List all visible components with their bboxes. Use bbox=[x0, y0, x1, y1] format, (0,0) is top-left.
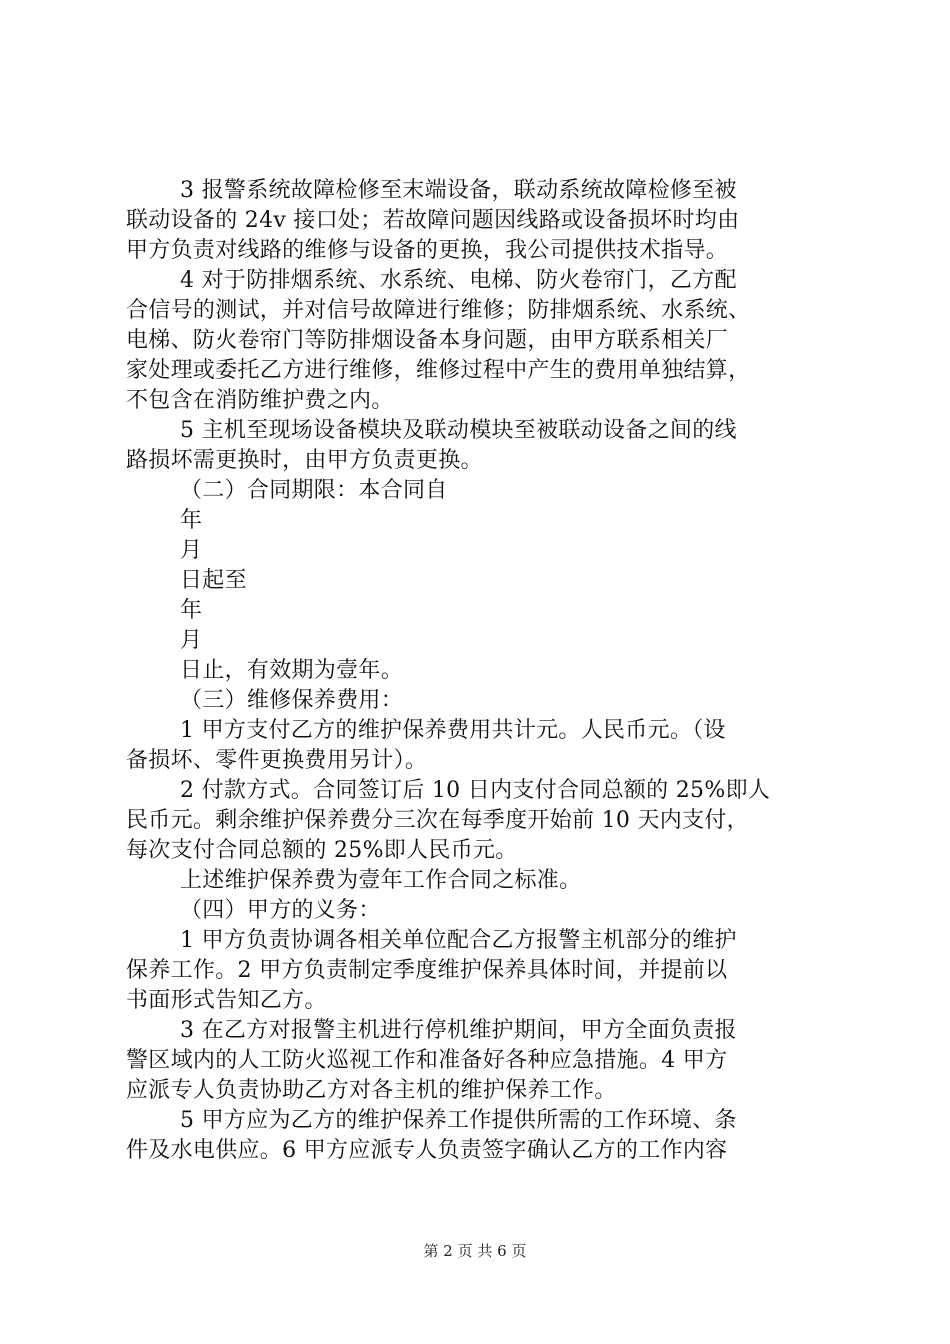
text-line: 年 bbox=[180, 598, 203, 623]
text-line: 日止，有效期为壹年。 bbox=[180, 658, 404, 683]
text-line: 甲方负责对线路的维修与设备的更换，我公司提供技术指导。 bbox=[126, 238, 729, 263]
text-line: 5 甲方应为乙方的维护保养工作提供所需的工作环境、条 bbox=[180, 1108, 737, 1133]
text-line: 警区域内的人工防火巡视工作和准备好各种应急措施。4 甲方 bbox=[126, 1048, 728, 1073]
text-line: 不包含在消防维护费之内。 bbox=[126, 388, 394, 413]
text-line: 4 对于防排烟系统、水系统、电梯、防火卷帘门，乙方配 bbox=[180, 268, 737, 293]
text-line: 年 bbox=[180, 508, 203, 533]
text-line: 件及水电供应。6 甲方应派专人负责签字确认乙方的工作内容 bbox=[126, 1138, 728, 1163]
text-line: 备损坏、零件更换费用另计）。 bbox=[126, 748, 428, 773]
text-line: 联动设备的 24v 接口处；若故障问题因线路或设备损坏时均由 bbox=[126, 208, 740, 233]
text-line: 2 付款方式。合同签订后 10 日内支付合同总额的 25%即人 bbox=[180, 778, 771, 803]
text-line: 1 甲方支付乙方的维护保养费用共计元。人民币元。（设 bbox=[180, 718, 726, 743]
text-line: 1 甲方负责协调各相关单位配合乙方报警主机部分的维护 bbox=[180, 928, 737, 953]
text-line: 保养工作。2 甲方负责制定季度维护保养具体时间，并提前以 bbox=[126, 958, 728, 983]
text-line: 3 在乙方对报警主机进行停机维护期间，甲方全面负责报 bbox=[180, 1018, 737, 1043]
text-line: 合信号的测试，并对信号故障进行维修；防排烟系统、水系统、 bbox=[126, 298, 751, 323]
text-line: （四）甲方的义务： bbox=[180, 898, 381, 923]
text-line: 每次支付合同总额的 25%即人民币元。 bbox=[126, 838, 518, 863]
text-line: 家处理或委托乙方进行维修，维修过程中产生的费用单独结算， bbox=[126, 358, 751, 383]
text-line: 路损坏需更换时，由甲方负责更换。 bbox=[126, 448, 483, 473]
text-line: 电梯、防火卷帘门等防排烟设备本身问题，由甲方联系相关厂 bbox=[126, 328, 729, 353]
text-line: （三）维修保养费用： bbox=[180, 688, 404, 713]
text-line: 日起至 bbox=[180, 568, 247, 593]
page-number-footer: 第 2 页 共 6 页 bbox=[423, 1242, 527, 1260]
text-line: 月 bbox=[180, 538, 203, 563]
document-body bbox=[126, 176, 830, 1166]
text-line: 3 报警系统故障检修至末端设备，联动系统故障检修至被 bbox=[180, 178, 737, 203]
text-line: 书面形式告知乙方。 bbox=[126, 988, 327, 1013]
text-line: 5 主机至现场设备模块及联动模块至被联动设备之间的线 bbox=[180, 418, 737, 443]
text-line: 月 bbox=[180, 628, 203, 653]
text-line: 上述维护保养费为壹年工作合同之标准。 bbox=[180, 868, 582, 893]
text-line: （二）合同期限：本合同自 bbox=[180, 478, 448, 503]
text-line: 民币元。剩余维护保养费分三次在每季度开始前 10 天内支付， bbox=[126, 808, 749, 833]
text-line: 应派专人负责协助乙方对各主机的维护保养工作。 bbox=[126, 1078, 617, 1103]
